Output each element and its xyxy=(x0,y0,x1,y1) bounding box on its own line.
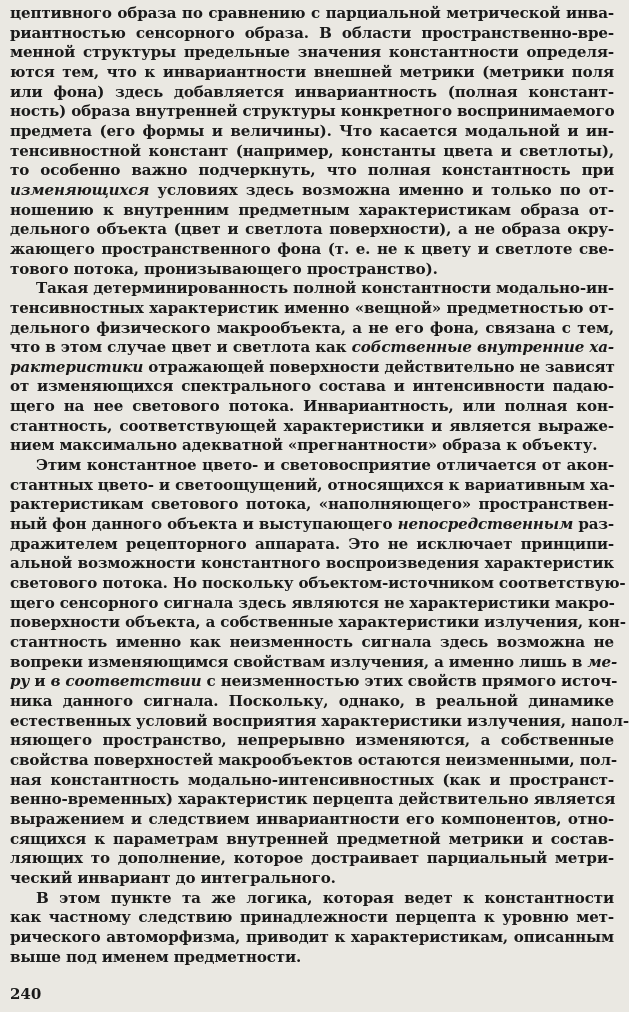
text-span: и xyxy=(29,672,51,691)
text-line xyxy=(10,358,614,378)
text-line xyxy=(10,397,614,417)
text-line xyxy=(10,908,614,928)
text-span: что в этом случае цвет и светлота как xyxy=(10,338,352,357)
text-span: няющего пространство, непрерывно изменяются, а собственные xyxy=(10,731,614,750)
text-span: ность) образа внутренней структуры конкретного воспринимаемого xyxy=(10,102,615,121)
text-line xyxy=(10,476,614,496)
text-line xyxy=(10,790,614,810)
italic-text: непосредственным xyxy=(397,515,574,534)
text-line xyxy=(10,731,614,751)
text-line xyxy=(10,515,614,535)
text-span: то особенно важно подчеркнуть, что полная константность при xyxy=(10,161,614,180)
text-line xyxy=(10,948,614,968)
text-span: раз- xyxy=(573,515,614,534)
text-span: тенсивностной констант (например, константы цвета и светлоты), xyxy=(10,141,614,160)
text-line xyxy=(10,83,614,103)
text-line xyxy=(10,142,614,162)
text-span: стантность именно как неизменность сигнала здесь возможна не xyxy=(10,633,614,651)
text-line xyxy=(10,633,614,653)
text-span: свойства поверхностей макрообъектов остаются неизменными, пол- xyxy=(10,750,618,769)
text-span: сящихся к параметрам внутренней предметной метрики и состав- xyxy=(10,829,614,848)
paragraph xyxy=(10,4,614,279)
text-span: отражающей поверхности действительно не зависят xyxy=(143,357,615,376)
text-line xyxy=(10,849,614,869)
italic-text: рактеристики xyxy=(10,357,144,376)
text-span: альной возможности константного воспроизведения характеристик xyxy=(10,554,614,573)
text-line xyxy=(10,63,614,83)
text-span: тового потока, пронизывающего пространство). xyxy=(10,259,438,278)
text-span: предмета (его формы и величины). Что касается модальной и ин- xyxy=(10,121,614,140)
text-line xyxy=(10,260,614,280)
text-line xyxy=(10,830,614,850)
text-line xyxy=(10,181,614,201)
text-line xyxy=(10,672,618,692)
text-line xyxy=(10,652,618,673)
text-line xyxy=(10,869,614,889)
book-page xyxy=(10,4,629,1008)
text-span: выражением и следствием инвариантности его компонентов, отно- xyxy=(10,809,614,828)
text-line xyxy=(10,377,614,397)
text-span: светового потока. Но поскольку объектом-источником соответствую- xyxy=(10,574,626,593)
text-line xyxy=(10,240,614,260)
text-span: естественных условий восприятия характеристики излучения, напол- xyxy=(10,711,629,730)
text-line xyxy=(10,594,614,614)
text-span: щего на нее светового потока. Инвариантность, или полная кон- xyxy=(10,397,614,416)
text-span: В этом пункте та же логика, которая ведет к константности xyxy=(36,888,614,907)
italic-text: изменяющихся xyxy=(10,180,150,199)
text-line xyxy=(10,692,614,712)
text-span: стантность, соответствующей характеристики и является выраже- xyxy=(10,416,614,435)
text-span: от изменяющихся спектрального состава и интенсивности падаю- xyxy=(10,377,614,396)
italic-text: собственные внутренние ха- xyxy=(351,338,614,357)
text-span: ный фон данного объекта и выступающего xyxy=(10,515,398,534)
text-span: дельного физического макрообъекта, а не его фона, связана с тем, xyxy=(10,318,614,337)
text-line xyxy=(10,810,614,830)
text-line xyxy=(10,122,614,142)
text-span: дражителем рецепторного аппарата. Это не исключает принципи- xyxy=(10,534,614,553)
text-span: ношению к внутренним предметным характеристикам образа от- xyxy=(10,200,614,219)
text-span: жающего пространственного фона (т. е. не к цвету и светлоте све- xyxy=(10,239,614,258)
text-span: выше под именем предметности. xyxy=(10,947,302,966)
text-line xyxy=(10,574,626,594)
text-span: стантных цвето- и светоощущений, относящихся к вариативным ха- xyxy=(10,475,615,494)
text-line xyxy=(10,711,629,732)
text-span: щего сенсорного сигнала здесь являются не характеристики макро- xyxy=(10,593,615,612)
page-text xyxy=(10,4,629,967)
text-line xyxy=(10,299,614,319)
text-line xyxy=(10,417,614,437)
text-span: менной структуры предельные значения константности определя- xyxy=(10,43,614,62)
text-span: венно-временных) характеристик перцепта действительно является xyxy=(10,790,616,809)
paragraph xyxy=(10,889,614,968)
paragraph xyxy=(10,456,629,888)
text-line xyxy=(10,43,614,63)
text-span: тенсивностных характеристик именно «вещной» предметностью от- xyxy=(10,298,614,317)
page-number: 240 xyxy=(10,985,42,1003)
paragraph xyxy=(10,279,614,456)
text-line xyxy=(10,535,614,555)
text-line xyxy=(10,201,614,221)
text-line xyxy=(10,554,614,574)
text-span: или фона) здесь добавляется инвариантность (полная констант- xyxy=(10,82,614,101)
text-span: нием максимально адекватной «прегнантности» образа к объекту. xyxy=(10,436,598,455)
text-line xyxy=(10,771,614,791)
text-line xyxy=(10,889,614,909)
text-span: риантностью сенсорного образа. В области пространственно-вре- xyxy=(10,23,614,42)
italic-text: ме- xyxy=(587,652,618,671)
text-line xyxy=(10,338,614,358)
text-span: вопреки изменяющимся свойствам излучения, а именно лишь в xyxy=(10,652,588,671)
text-line xyxy=(10,613,626,633)
text-span: ляющих то дополнение, которое достраивает парциальный метри- xyxy=(10,849,614,868)
text-line xyxy=(10,4,614,24)
text-span: ческий инвариант до интегрального. xyxy=(10,868,336,887)
text-span: цептивного образа по сравнению с парциальной метрической инва- xyxy=(10,4,614,22)
text-line xyxy=(10,279,614,299)
text-line xyxy=(10,750,618,771)
text-line xyxy=(10,436,614,456)
text-span: как частному следствию принадлежности перцепта к уровню мет- xyxy=(10,908,614,927)
text-line xyxy=(10,319,614,339)
text-span: ника данного сигнала. Поскольку, однако, в реальной динамике xyxy=(10,691,614,710)
text-span: условиях здесь возможна именно и только по от- xyxy=(149,180,614,199)
text-span: Этим константное цвето- и световосприятие отличается от акон- xyxy=(36,456,614,475)
text-span: поверхности объекта, а собственные характеристики излучения, кон- xyxy=(10,613,626,632)
text-line xyxy=(10,102,614,122)
italic-text: в соответствии xyxy=(50,672,202,691)
text-line xyxy=(10,456,614,476)
text-line xyxy=(10,161,614,181)
text-line xyxy=(10,928,614,948)
text-span: рактеристикам светового потока, «наполняющего» пространствен- xyxy=(10,495,614,514)
text-span: дельного объекта (цвет и светлота поверхности), а не образа окру- xyxy=(10,220,614,239)
text-span: ная константность модально-интенсивностных (как и пространст- xyxy=(10,770,614,789)
italic-text: ру xyxy=(10,672,30,691)
text-span: ются тем, что к инвариантности внешней метрики (метрики поля xyxy=(10,62,614,81)
text-line xyxy=(10,220,614,240)
text-span: Такая детерминированность полной константности модально-ин- xyxy=(36,279,615,298)
text-span: рического автоморфизма, приводит к характеристикам, описанным xyxy=(10,927,614,946)
text-span: с неизменностью этих свойств прямого источ- xyxy=(201,672,618,691)
text-line xyxy=(10,495,614,515)
text-line xyxy=(10,24,614,44)
